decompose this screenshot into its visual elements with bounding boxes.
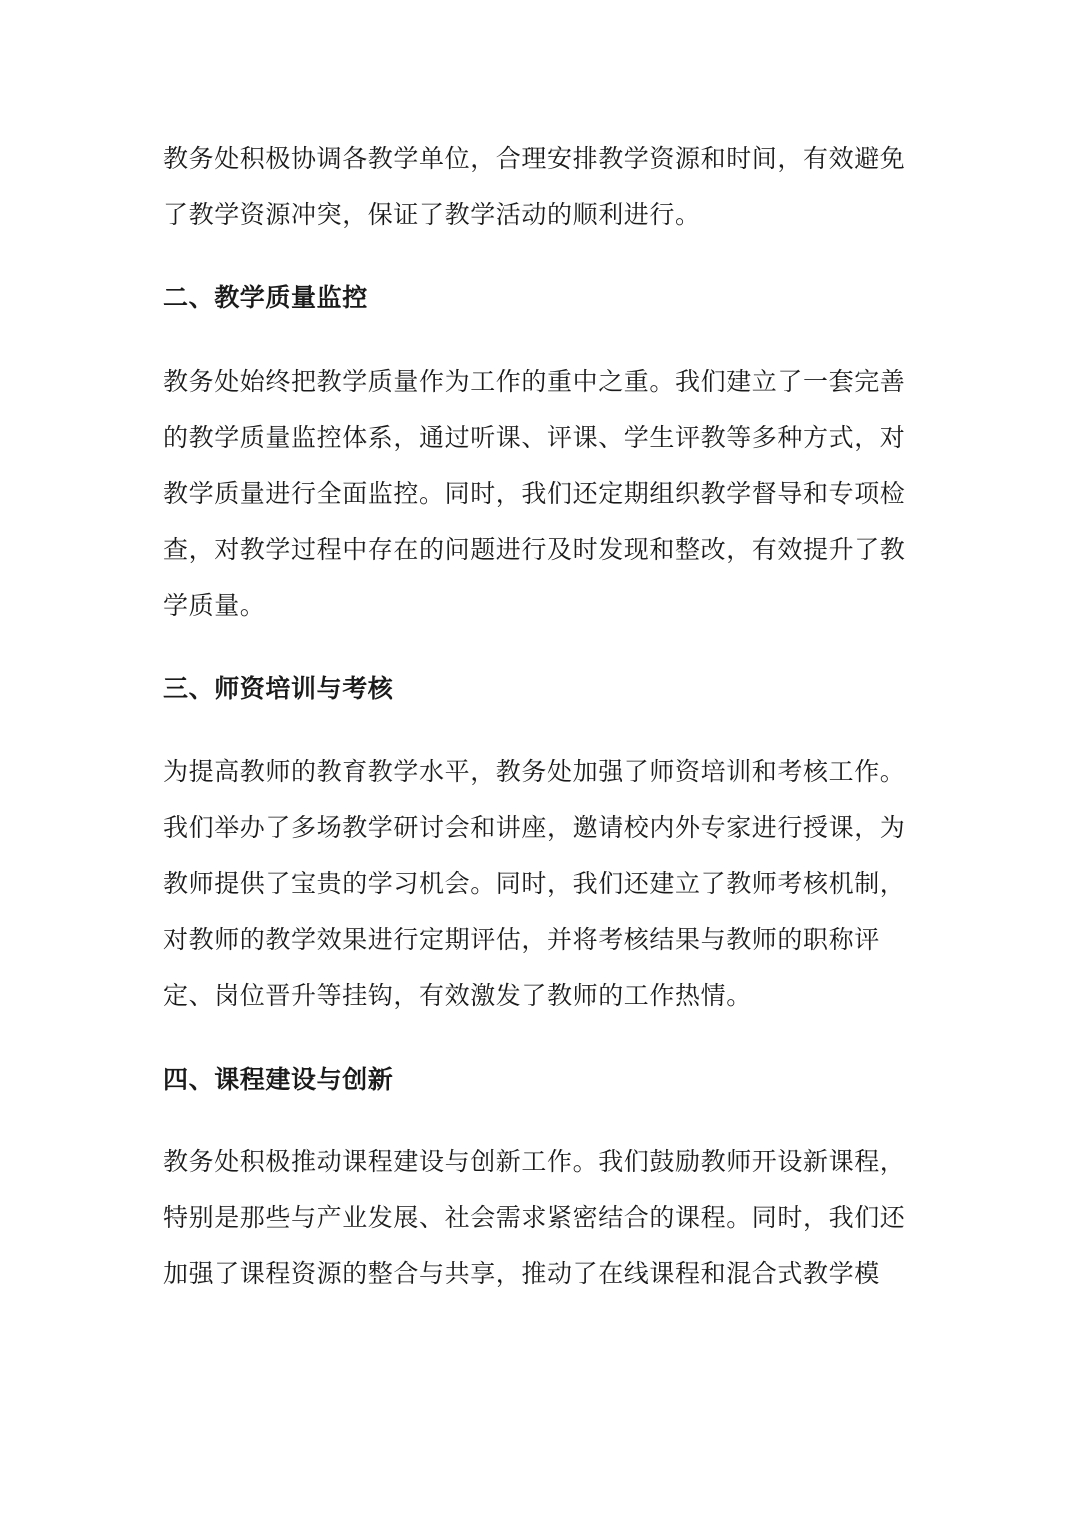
paragraph-line: 对教师的教学效果进行定期评估，并将考核结果与教师的职称评 <box>163 925 880 954</box>
paragraph-line: 特别是那些与产业发展、社会需求紧密结合的课程。同时，我们还 <box>163 1203 906 1232</box>
paragraph-line: 教学质量进行全面监控。同时，我们还定期组织教学督导和专项检 <box>163 479 906 508</box>
paragraph-line: 教务处始终把教学质量作为工作的重中之重。我们建立了一套完善 <box>163 367 906 396</box>
paragraph-line: 教师提供了宝贵的学习机会。同时，我们还建立了教师考核机制， <box>163 869 906 898</box>
section-paragraph-quality-monitoring <box>163 354 923 634</box>
paragraph-line: 了教学资源冲突，保证了教学活动的顺利进行。 <box>163 200 701 229</box>
paragraph-line: 的教学质量监控体系，通过听课、评课、学生评教等多种方式，对 <box>163 423 906 452</box>
paragraph-line: 查，对教学过程中存在的问题进行及时发现和整改，有效提升了教 <box>163 535 906 564</box>
section-heading-quality-monitoring: 二、教学质量监控 <box>163 283 368 312</box>
section-heading-teacher-training: 三、师资培训与考核 <box>163 674 394 703</box>
paragraph-line: 我们举办了多场教学研讨会和讲座，邀请校内外专家进行授课，为 <box>163 813 906 842</box>
paragraph-line: 教务处积极推动课程建设与创新工作。我们鼓励教师开设新课程， <box>163 1147 906 1176</box>
paragraph-line: 学质量。 <box>163 591 266 620</box>
paragraph-line: 教务处积极协调各教学单位，合理安排教学资源和时间，有效避免 <box>163 144 906 173</box>
section-heading-curriculum: 四、课程建设与创新 <box>163 1065 394 1094</box>
intro-paragraph <box>163 131 923 243</box>
paragraph-line: 为提高教师的教育教学水平，教务处加强了师资培训和考核工作。 <box>163 757 906 786</box>
paragraph-line: 加强了课程资源的整合与共享，推动了在线课程和混合式教学模 <box>163 1259 880 1288</box>
paragraph-line: 定、岗位晋升等挂钩，有效激发了教师的工作热情。 <box>163 981 752 1010</box>
section-paragraph-curriculum <box>163 1134 923 1302</box>
section-paragraph-teacher-training <box>163 744 923 1024</box>
